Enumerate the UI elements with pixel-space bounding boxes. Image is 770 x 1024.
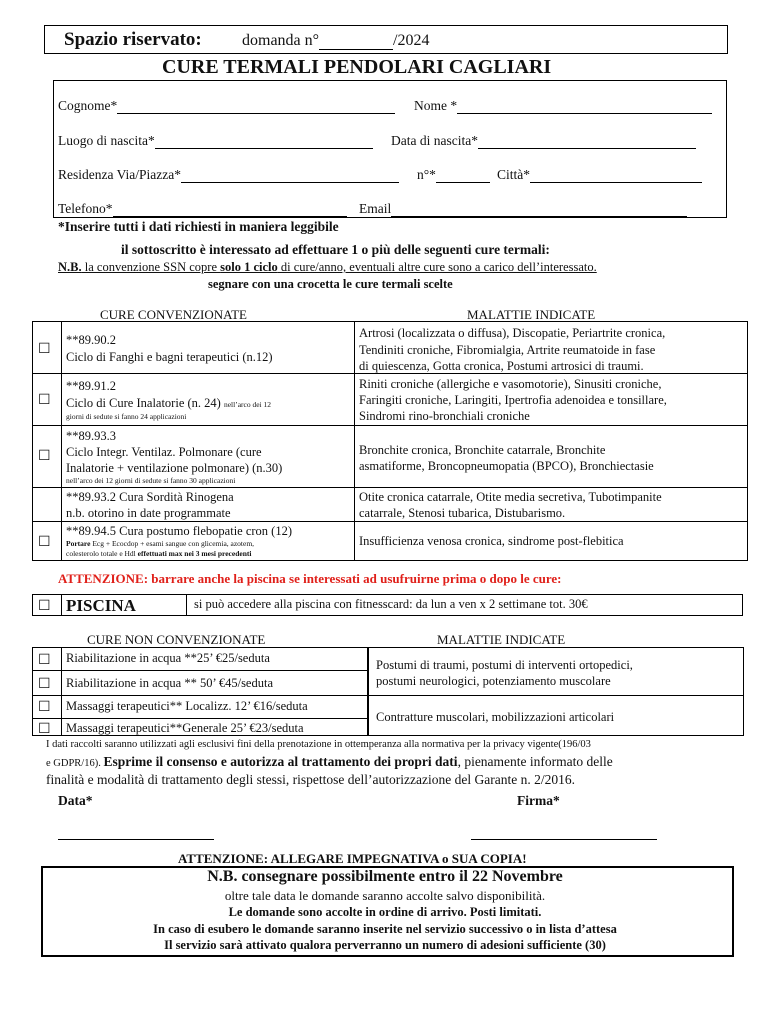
nonconv-col1-header: CURE NON CONVENZIONATE [87,632,266,647]
conv-checkbox-5[interactable]: ☐ [38,534,51,550]
conv-code-5: **89.94.5 Cura postumo flebopatie cron (12) [66,524,292,538]
nonconv-label-1: Riabilitazione in acqua **25’ €25/seduta [66,651,270,665]
conv-code-1: **89.90.2 [66,333,116,347]
name-field[interactable] [457,99,712,114]
pool-checkbox[interactable]: ☐ [38,598,51,614]
request-number-field[interactable] [319,35,393,50]
surname-row: Cognome* [58,98,395,114]
nonconv-checkbox-4[interactable]: ☐ [38,721,51,737]
conv-checkbox-1[interactable]: ☐ [38,341,51,357]
name-row: Nome * [414,98,712,114]
birthplace-field[interactable] [155,134,373,149]
date-field[interactable] [58,839,214,840]
conv-note-5: Portare Ecg + Ecocdop + esami sangue con glicemia, azotem, [66,539,255,548]
conv-col2-header: MALATTIE INDICATE [467,307,596,322]
number-field[interactable] [436,168,490,183]
mark-instruction: segnare con una crocetta le cure termali scelte [208,277,453,291]
pool-text: si può accedere alla piscina con fitnesscard: da lun a ven x 2 settimane tot. 30€ [194,597,588,611]
conv-code-3: **89.93.3 [66,429,116,443]
attach-notice: ATTENZIONE: ALLEGARE IMPEGNATIVA o SUA COPIA! [178,851,527,866]
nonconv-label-4: Massaggi terapeutici**Generale 25’ €23/seduta [66,721,304,735]
conv-label-3b: Inalatorie + ventilazione polmonare) (n.30) [66,461,283,475]
conv-note-2: giorni di sedute si fanno 24 applicazioni [66,412,187,421]
conv-note-5b: colesterolo totale e Hdl effettuati max nei 3 mesi precedenti [66,549,252,558]
nonconv-checkbox-1[interactable]: ☐ [38,652,51,668]
pool-label: PISCINA [66,596,136,615]
footer-line-2: Le domande sono accolte in ordine di arrivo. Posti limitati. [228,905,542,919]
email-field[interactable] [391,202,687,217]
conv-checkbox-3[interactable]: ☐ [38,448,51,464]
conv-col1-header: CURE CONVENZIONATE [100,307,247,322]
email-row: Email [359,201,687,217]
conv-disease-1b: Tendiniti croniche, Fibromialgia, Artrite reumatoide in fase [359,343,656,357]
conv-code-4: **89.93.2 Cura Sordità Rinogena [66,490,234,504]
conv-disease-4a: Otite cronica catarrale, Otite media secretiva, Tubotimpanite [359,490,662,504]
nonconv-checkbox-2[interactable]: ☐ [38,676,51,692]
intro-text: il sottoscritto è interessato ad effettuare 1 o più delle seguenti cure termali: [121,242,550,257]
nonconv-checkbox-3[interactable]: ☐ [38,699,51,715]
privacy-line-3: finalità e modalità di trattamento degli stessi, rispettose dell’autorizzazione del Garante n. 2/2016. [46,772,575,787]
conv-disease-5: Insufficienza venosa cronica, sindrome post-flebitica [359,534,624,548]
conv-disease-3a: Bronchite cronica, Bronchite catarrale, Bronchite [359,443,606,457]
pool-attention: ATTENZIONE: barrare anche la piscina se interessati ad usufruirne prima o dopo le cure: [58,571,562,586]
surname-field[interactable] [117,99,395,114]
privacy-line-2: e GDPR/16). Esprime il consenso e autorizza al trattamento dei propri dati, pienamente informato delle [46,754,613,769]
conv-disease-2c: Sindromi rino-bronchiali croniche [359,409,530,423]
conv-label-1: Ciclo di Fanghi e bagni terapeutici (n.12) [66,350,273,364]
conv-disease-1c: di quiescenza, Gotta cronica, Postumi artrosici di traumi. [359,359,644,373]
nonconv-label-3: Massaggi terapeutici** Localizz. 12’ €16/seduta [66,699,308,713]
birthdate-row: Data di nascita* [391,133,696,149]
conv-disease-1a: Artrosi (localizzata o diffusa), Discopatie, Periartrite cronica, [359,326,666,340]
conv-label-3: Ciclo Integr. Ventilaz. Polmonare (cure [66,445,262,459]
deadline-notice: N.B. consegnare possibilmente entro il 22 Novembre [207,868,563,885]
nonconv-label-2: Riabilitazione in acqua ** 50’ €45/seduta [66,676,274,690]
birthdate-field[interactable] [478,134,696,149]
conv-checkbox-2[interactable]: ☐ [38,392,51,408]
nonconv-disease-1a: Postumi di traumi, postumi di interventi ortopedici, [376,658,633,672]
signature-field[interactable] [471,839,657,840]
page-title: CURE TERMALI PENDOLARI CAGLIARI [162,56,552,78]
privacy-line-1: I dati raccolti saranno utilizzati agli esclusivi fini della prenotazione in ottemperanza alla normativa per la privacy vigente(196/03 [46,739,591,750]
number-row: n°* [417,167,490,183]
address-row: Residenza Via/Piazza* [58,167,399,183]
required-note: *Inserire tutti i dati richiesti in maniera leggibile [58,219,339,234]
city-field[interactable] [530,168,702,183]
nonconv-disease-2: Contratture muscolari, mobilizzazioni articolari [376,710,615,724]
address-field[interactable] [181,168,399,183]
conv-label-2: Ciclo di Cure Inalatorie (n. 24) nell’arco dei 12 [66,396,272,410]
conv-note-3: nell’arco dei 12 giorni di sedute si fanno 30 applicazioni [66,476,236,485]
conv-disease-2a: Riniti croniche (allergiche e vasomotorie), Sinusiti croniche, [359,377,662,391]
signature-label: Firma* [517,793,560,808]
date-label: Data* [58,793,93,808]
nonconv-disease-1b: postumi neurologici, potenziamento muscolare [376,674,611,688]
footer-line-3: In caso di esubero le domande saranno inserite nel servizio successivo o in lista d’attesa [153,922,617,936]
conv-code-2: **89.91.2 [66,379,116,393]
reserved-label: Spazio riservato: [64,29,202,50]
city-row: Città* [497,167,702,183]
conv-disease-4b: catarrale, Stenosi tubarica, Distubarismo. [359,506,566,520]
phone-row: Telefono* [58,201,347,217]
footer-line-1: oltre tale data le domande saranno accolte salvo disponibilità. [224,888,546,903]
nb-text: N.B. la convenzione SSN copre solo 1 ciclo di cure/anno, eventuali altre cure sono a carico dell’interessato. [58,260,597,274]
conv-disease-2b: Faringiti croniche, Laringiti, Ipertrofia adenoidea e tonsillare, [359,393,667,407]
birthplace-row: Luogo di nascita* [58,133,373,149]
phone-field[interactable] [113,202,347,217]
conv-label-4: n.b. otorino in date programmate [66,506,231,520]
footer-line-4: Il servizio sarà attivato qualora perverranno un numero di adesioni sufficiente (30) [164,938,606,952]
conv-disease-3b: asmatiforme, Broncopneumopatia (BPCO), Bronchiectasie [359,459,654,473]
nonconv-col2-header: MALATTIE INDICATE [437,632,566,647]
request-label: domanda n° /2024 [242,32,430,49]
